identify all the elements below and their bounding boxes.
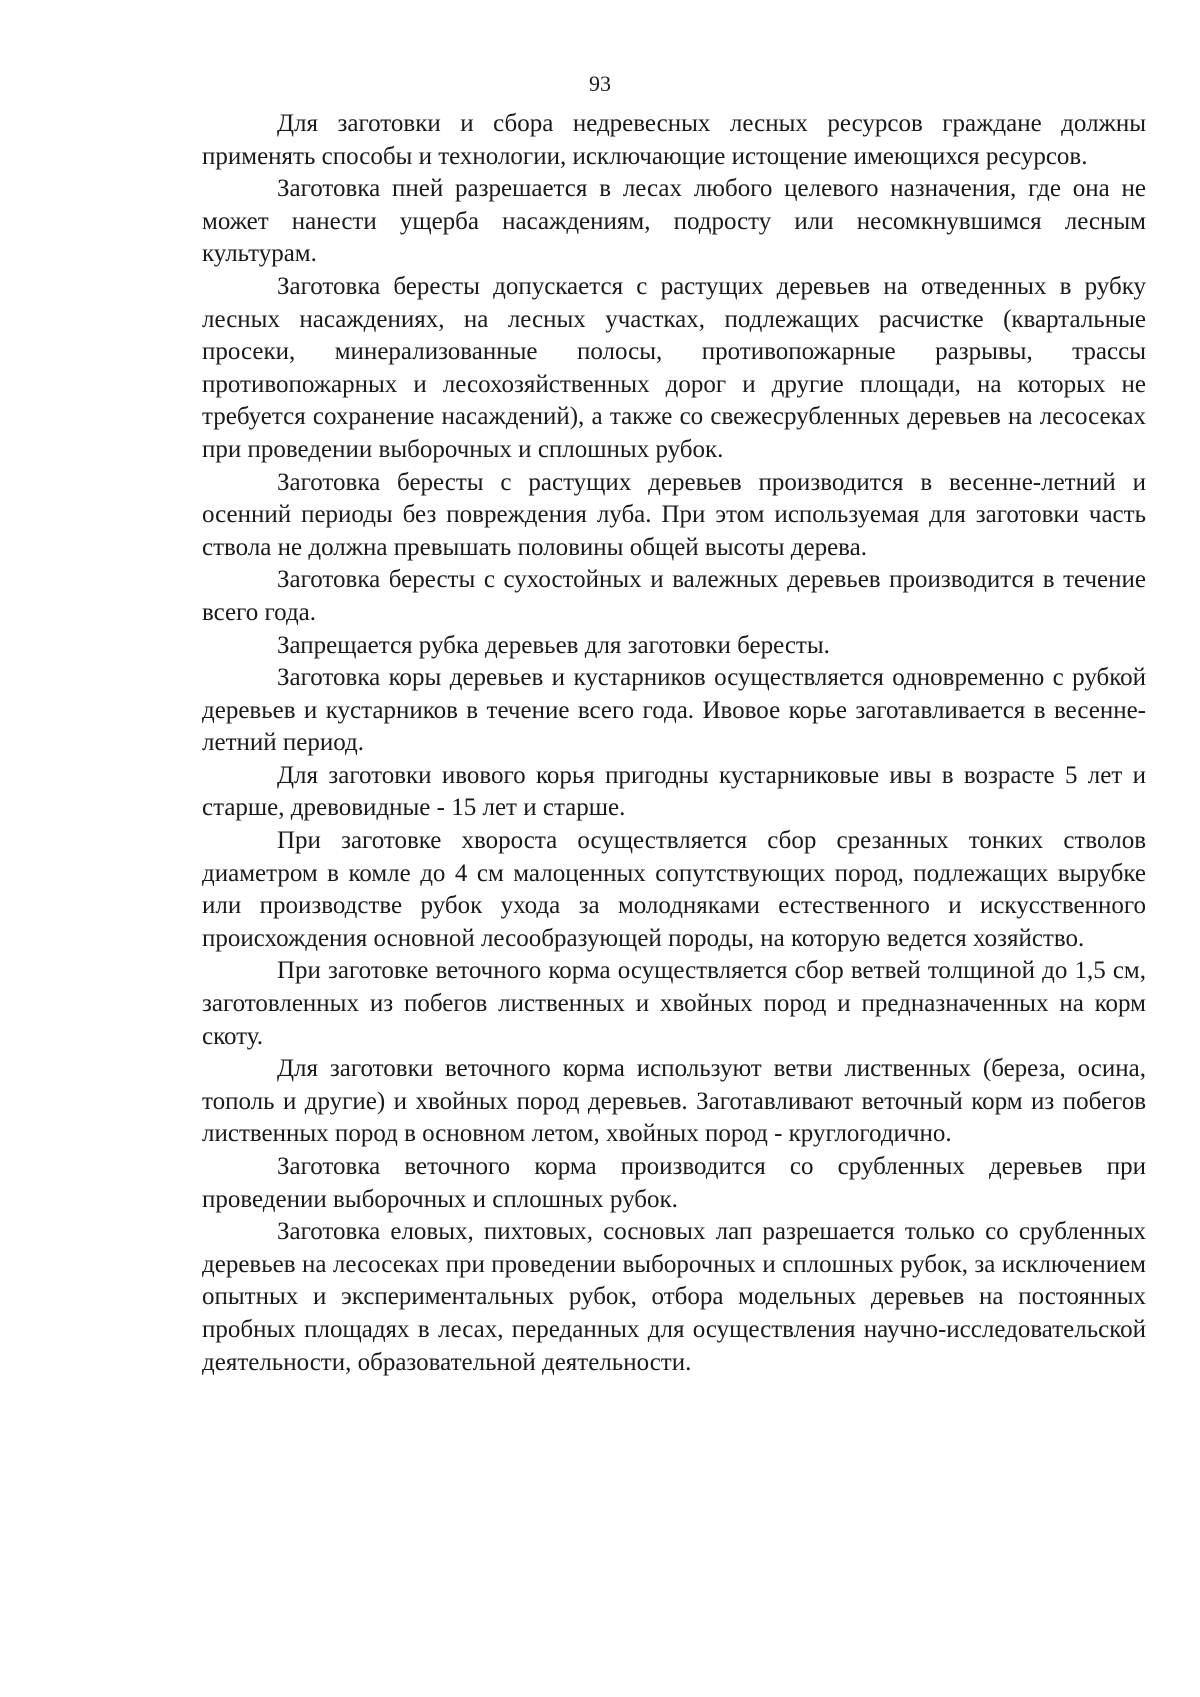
paragraph: Для заготовки ивового корья пригодны кустарниковые ивы в возрасте 5 лет и старше, древовидные - 15 лет и старше. [202,761,1146,822]
paragraph: Заготовка коры деревьев и кустарников осуществляется одновременно с рубкой деревьев и кустарников в течение всего года. Ивовое корье заготавливается в весенне-летний период. [202,664,1146,757]
paragraph: Заготовка веточного корма производится со срубленных деревьев при проведении выборочных и сплошных рубок. [202,1153,1146,1213]
paragraph: При заготовке веточного корма осуществляется сбор ветвей толщиной до 1,5 см, заготовленных из побегов лиственных и хвойных пород и предназначенных на корм скоту. [202,957,1146,1050]
document-body [202,108,1146,1379]
paragraph: При заготовке хвороста осуществляется сбор срезанных тонких стволов диаметром в комле до 4 см малоценных сопутствующих пород, подлежащих вырубке или производстве рубок ухода за молодняками естественного и искусственного происхождения основной лесообразующей породы, на которую ведется хозяйство. [202,827,1146,952]
paragraph: Заготовка еловых, пихтовых, сосновых лап разрешается только со срубленных деревьев на лесосеках при проведении выборочных и сплошных рубок, за исключением опытных и экспериментальных рубок, отбора модельных деревьев на постоянных пробных площадях в лесах, переданных для осуществления научно-исследовательской деятельности, образовательной деятельности. [202,1218,1146,1376]
paragraph: Заготовка бересты с сухостойных и валежных деревьев производится в течение всего года. [202,566,1146,626]
page-number: 93 [589,71,611,96]
paragraph: Для заготовки веточного корма используют ветви лиственных (береза, осина, тополь и другие) и хвойных пород деревьев. Заготавливают веточный корм из побегов лиственных пород в основном летом, хвойных пород - круглогодично. [202,1055,1146,1148]
paragraph: Заготовка бересты с растущих деревьев производится в весенне-летний и осенний периоды без повреждения луба. При этом используемая для заготовки часть ствола не должна превышать половины общей высоты дерева. [202,468,1146,561]
paragraph: Запрещается рубка деревьев для заготовки бересты. [277,631,830,659]
paragraph: Заготовка бересты допускается с растущих деревьев на отведенных в рубку лесных насаждениях, на лесных участках, подлежащих расчистке (квартальные просеки, минерализованные полосы, противопожарные разрывы, трассы противопожарных и лесохозяйственных дорог и другие площади, на которых не требуется сохранение насаждений), а также со свежесрубленных деревьев на лесосеках при проведении выборочных и сплошных рубок. [202,272,1146,463]
paragraph: Заготовка пней разрешается в лесах любого целевого назначения, где она не может нанести ущерба насаждениям, подросту или несомкнувшимся лесным культурам. [202,175,1146,268]
paragraph: Для заготовки и сбора недревесных лесных ресурсов граждане должны применять способы и технологии, исключающие истощение имеющихся ресурсов. [202,110,1146,170]
